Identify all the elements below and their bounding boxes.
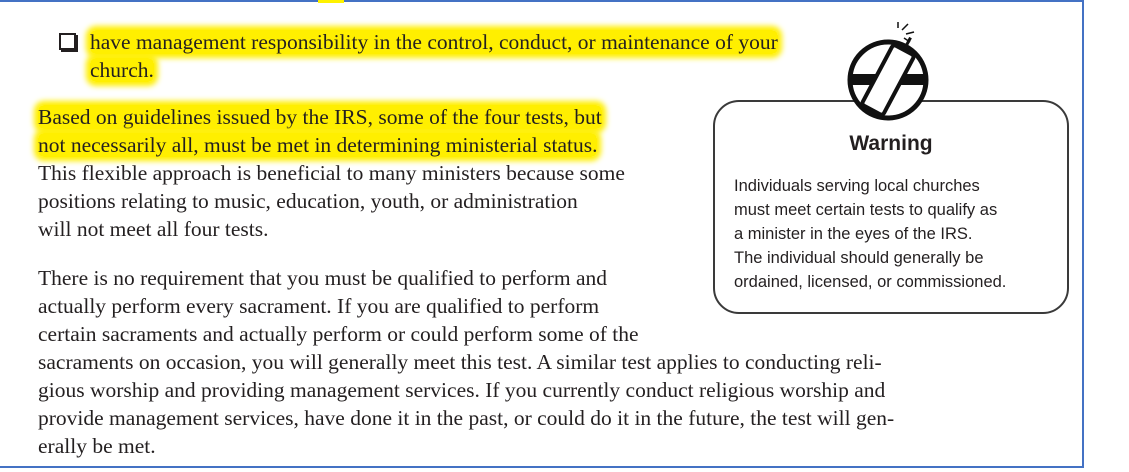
para2-line-6: provide management services, have done it in the past, or could do it in the future, the test will gen- (38, 406, 895, 430)
warning-line-4: The individual should generally be (734, 249, 984, 267)
para1-line-4: positions relating to music, education, youth, or administration (38, 189, 578, 213)
para2-line-3: certain sacraments and actually perform or could perform some of the (38, 322, 639, 346)
bullet-line-1 (90, 28, 778, 56)
highlighted-text: not necessarily all, must be met in determining ministerial status. (38, 133, 598, 157)
para2-line-5: gious worship and providing management services. If you currently conduct religious worship and (38, 378, 886, 402)
dynamite-icon (838, 22, 938, 122)
para2-line-1: There is no requirement that you must be qualified to perform and (38, 266, 607, 290)
para2-line-2: actually perform every sacrament. If you are qualified to perform (38, 294, 600, 318)
highlight-fragment (318, 0, 344, 3)
para2-line-4: sacraments on occasion, you will generally meet this test. A similar test applies to conducting reli- (38, 350, 882, 374)
warning-line-1: Individuals serving local churches (734, 177, 980, 195)
highlighted-text: have management responsibility in the control, conduct, or maintenance of your (90, 30, 778, 54)
warning-line-5: ordained, licensed, or commissioned. (734, 273, 1007, 291)
highlighted-text: church. (90, 58, 154, 82)
para1-line-5: will not meet all four tests. (38, 217, 269, 241)
bullet-line-2 (90, 56, 154, 84)
para1-line-2 (38, 131, 597, 159)
checkbox-bullet-icon (59, 33, 76, 50)
warning-line-3: a minister in the eyes of the IRS. (734, 225, 973, 243)
para1-line-1 (38, 103, 602, 131)
highlighted-text: Based on guidelines issued by the IRS, some of the four tests, but (38, 105, 602, 129)
para1-line-3: This flexible approach is beneficial to many ministers because some (38, 161, 625, 185)
warning-title: Warning (849, 132, 933, 155)
para2-line-7: erally be met. (38, 434, 156, 458)
warning-line-2: must meet certain tests to qualify as (734, 201, 998, 219)
